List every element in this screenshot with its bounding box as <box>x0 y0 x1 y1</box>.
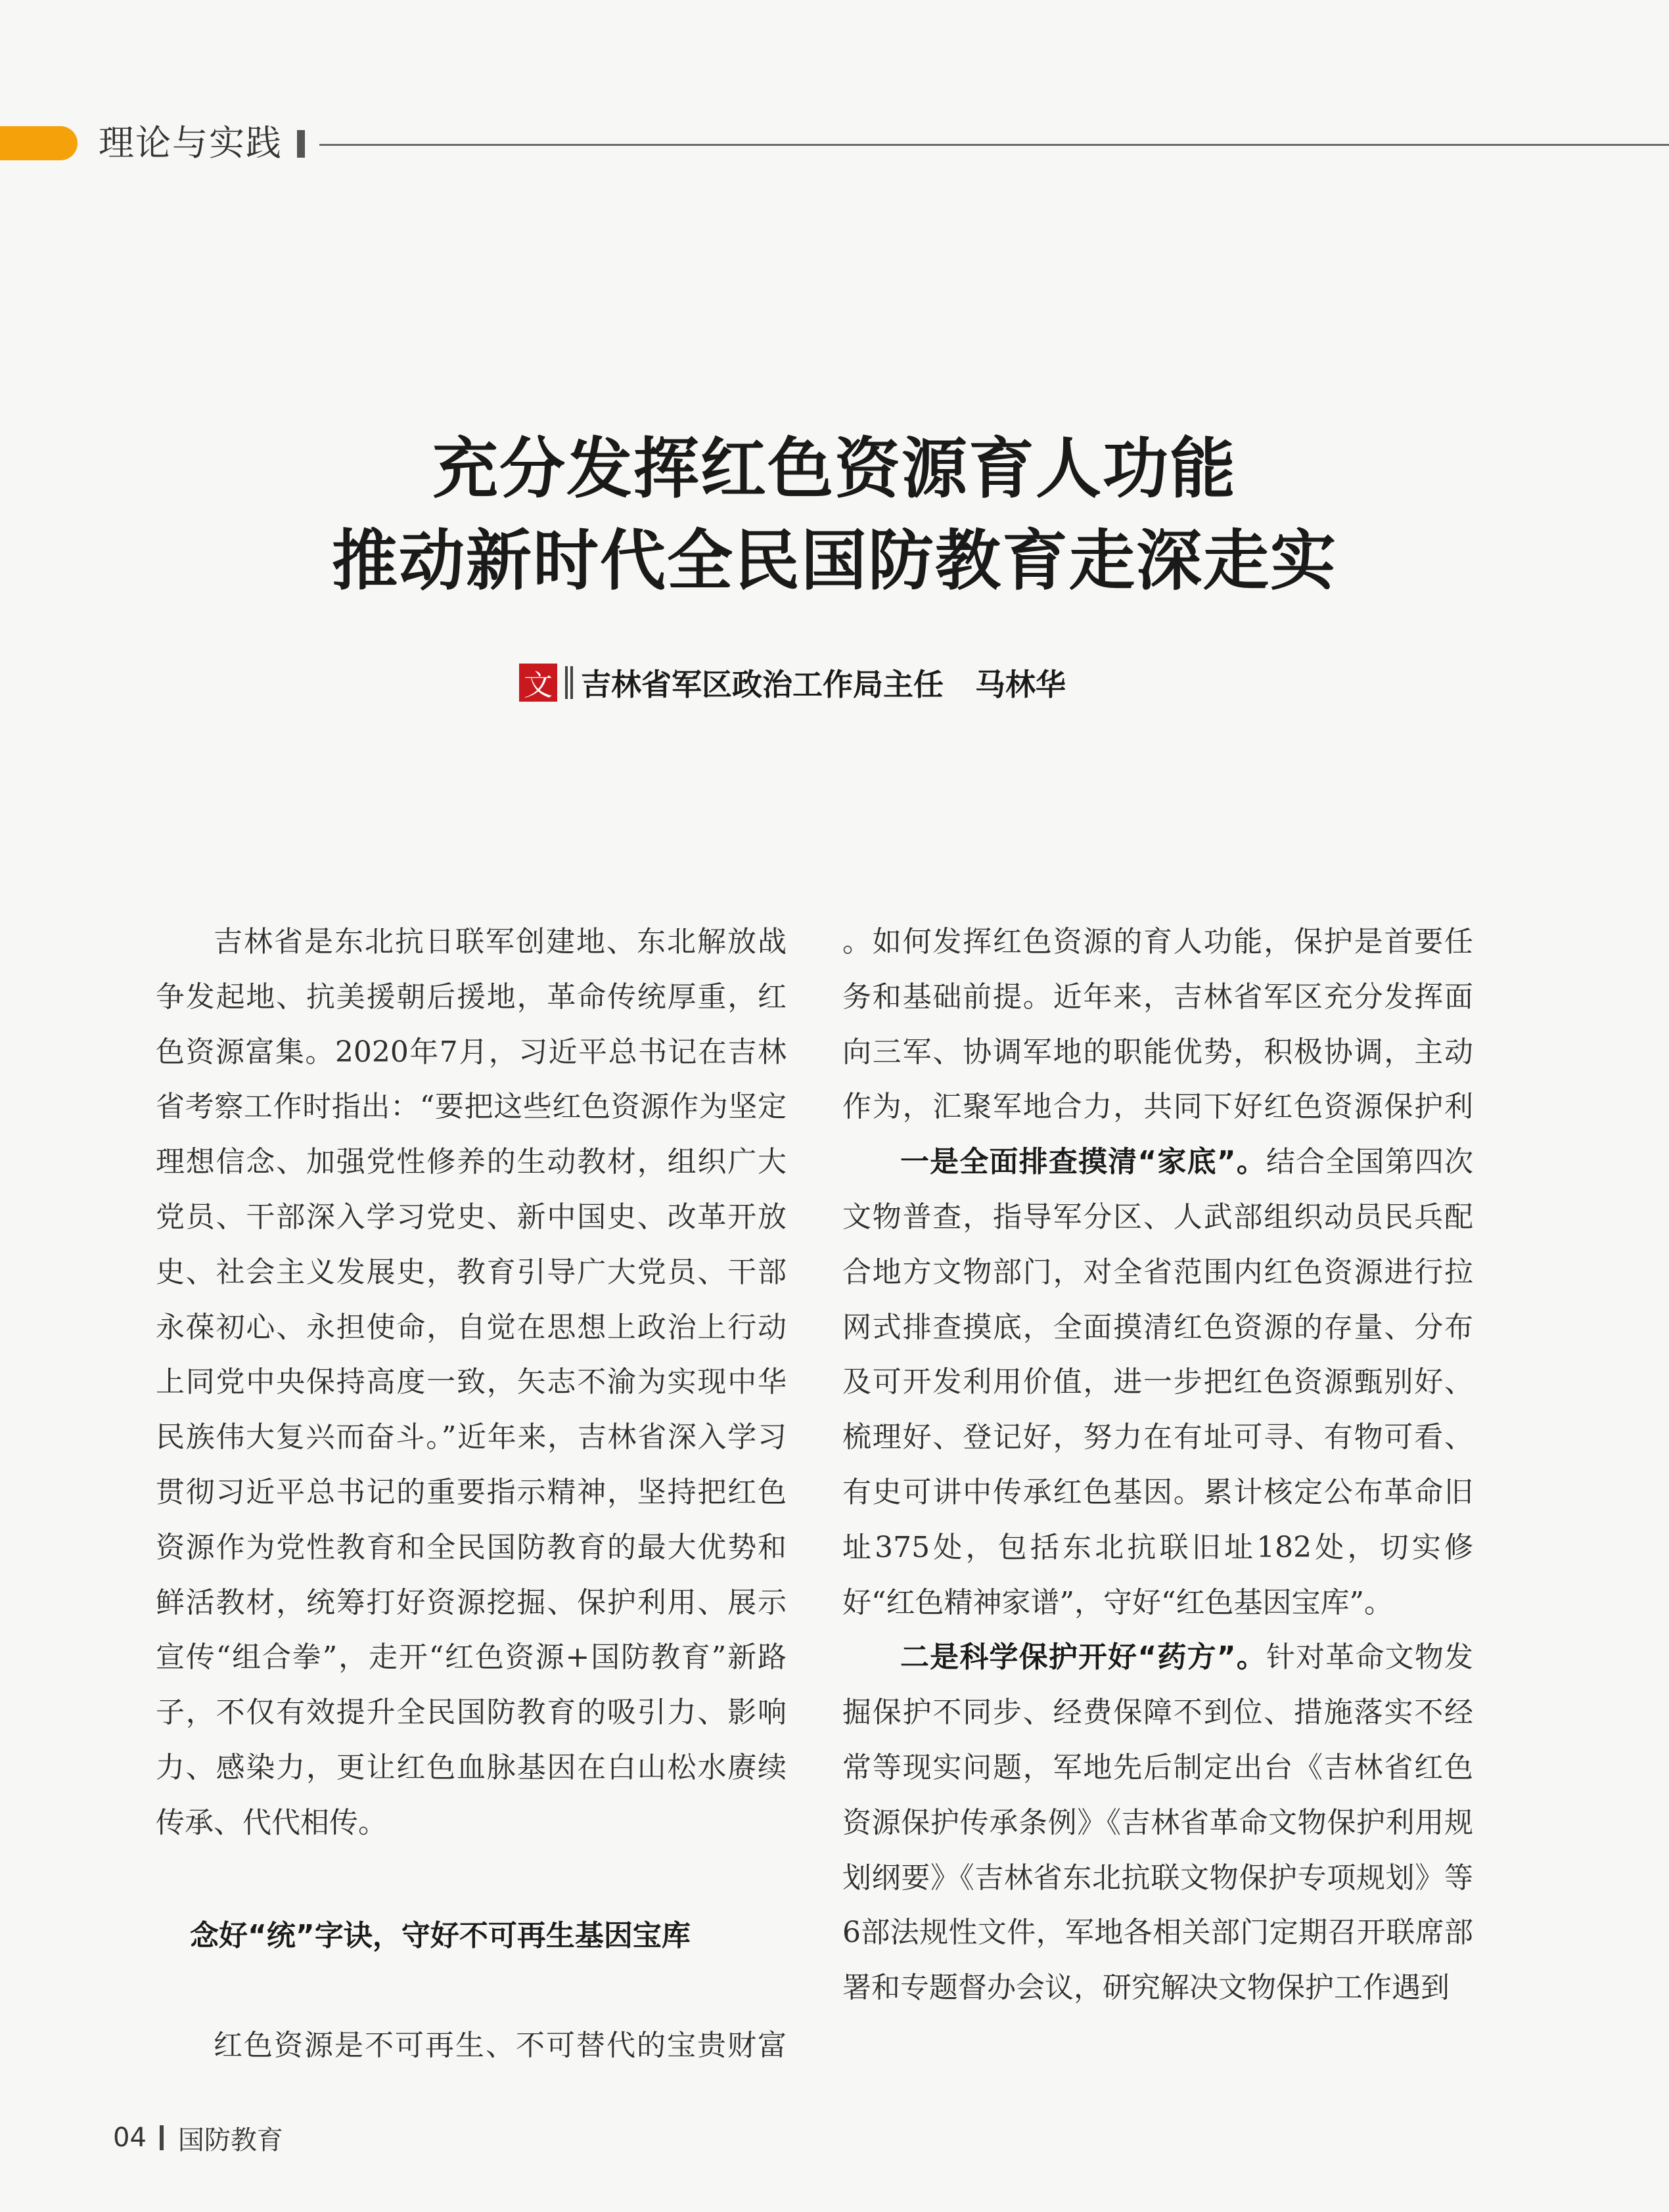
byline-mark: 文 <box>519 664 557 702</box>
footer-separator <box>160 2125 164 2150</box>
point-1-lead: 一是全面排查摸清“家底”。 <box>900 1145 1266 1179</box>
point-2-paragraph <box>842 1630 1473 2016</box>
section-paragraph-start: 红色资源是不可再生、不可替代的宝贵财富 <box>214 2029 787 2063</box>
byline-affiliation: 吉林省军区政治工作局主任 <box>581 667 944 702</box>
text-column-right <box>842 914 1473 2016</box>
point-1-paragraph <box>842 1135 1473 1630</box>
article-title-line-2: 推动新时代全民国防教育走深走实 <box>332 522 1337 599</box>
byline-separator <box>565 666 573 699</box>
header-separator <box>297 130 305 158</box>
intro-paragraph: 吉林省是东北抗日联军创建地、东北解放战争发起地、抗美援朝后援地，革命传统厚重，红色资源富集。2020年7月，习近平总书记在吉林省考察工作时指出：“要把这些红色资源作为坚定理想信念、加强党性修养的生动教材，组织广大党员、干部深入学习党史、新中国史、改革开放史、社会主义发展史，教育引导广大党员、干部永葆初心、永担使命，自觉在思想上政治上行动上同党中央保持高度一致，矢志不渝为实现中华民族伟大复兴而奋斗。”近年来，吉林省深入学习贯彻习近平总书记的重要指示精神，坚持把红色资源作为党性教育和全民国防教育的最大优势和鲜活教材，统筹打好资源挖掘、保护利用、展示宣传“组合拳”，走开“红色资源+国防教育”新路子，不仅有效提升全民国防教育的吸引力、影响力、感染力，更让红色血脉基因在白山松水赓续传承、代代相传。 <box>156 925 787 1840</box>
byline-author: 马林华 <box>975 667 1066 702</box>
byline <box>519 661 1066 704</box>
point-2-lead: 二是科学保护开好“药方”。 <box>900 1640 1266 1675</box>
page-number: 04 <box>113 2123 147 2153</box>
section-title: 理论与实践 <box>99 122 283 164</box>
article-title-line-1: 充分发挥红色资源育人功能 <box>432 430 1237 507</box>
page-footer <box>113 2119 283 2156</box>
point-1-text: 结合全国第四次文物普查，指导军分区、人武部组织动员民兵配合地方文物部门，对全省范围内红色资源进行拉网式排查摸底，全面摸清红色资源的存量、分布及可开发利用价值，进一步把红色资源甄别好、梳理好、登记好，努力在有址可寻、有物可看、有史可讲中传承红色基因。累计核定公布革命旧址375处，包括东北抗联旧址182处，切实修好“红色精神家谱”，守好“红色基因宝库”。 <box>842 1145 1473 1619</box>
section-paragraph-continued-text: 。如何发挥红色资源的育人功能，保护是首要任务和基础前提。近年来，吉林省军区充分发挥面向三军、协调军地的职能优势，积极协调，主动作为，汇聚军地合力，共同下好红色资源保护利 <box>842 925 1473 1124</box>
section-paragraph-continued <box>842 914 1473 1135</box>
header-rule <box>319 144 1669 146</box>
point-2-text: 针对革命文物发掘保护不同步、经费保障不到位、措施落实不经常等现实问题，军地先后制定出台《吉林省红色资源保护传承条例》《吉林省革命文物保护利用规划纲要》《吉林省东北抗联文物保护专项规划》等6部法规性文件，军地各相关部门定期召开联席部署和专题督办会议，研究解决文物保护工作遇到 <box>842 1640 1473 2005</box>
section-heading: 念好“统”字诀，守好不可再生基因宝库 <box>190 1918 691 1952</box>
section-tab-marker <box>0 126 78 160</box>
text-column-left <box>156 914 787 2073</box>
journal-name: 国防教育 <box>177 2125 283 2156</box>
